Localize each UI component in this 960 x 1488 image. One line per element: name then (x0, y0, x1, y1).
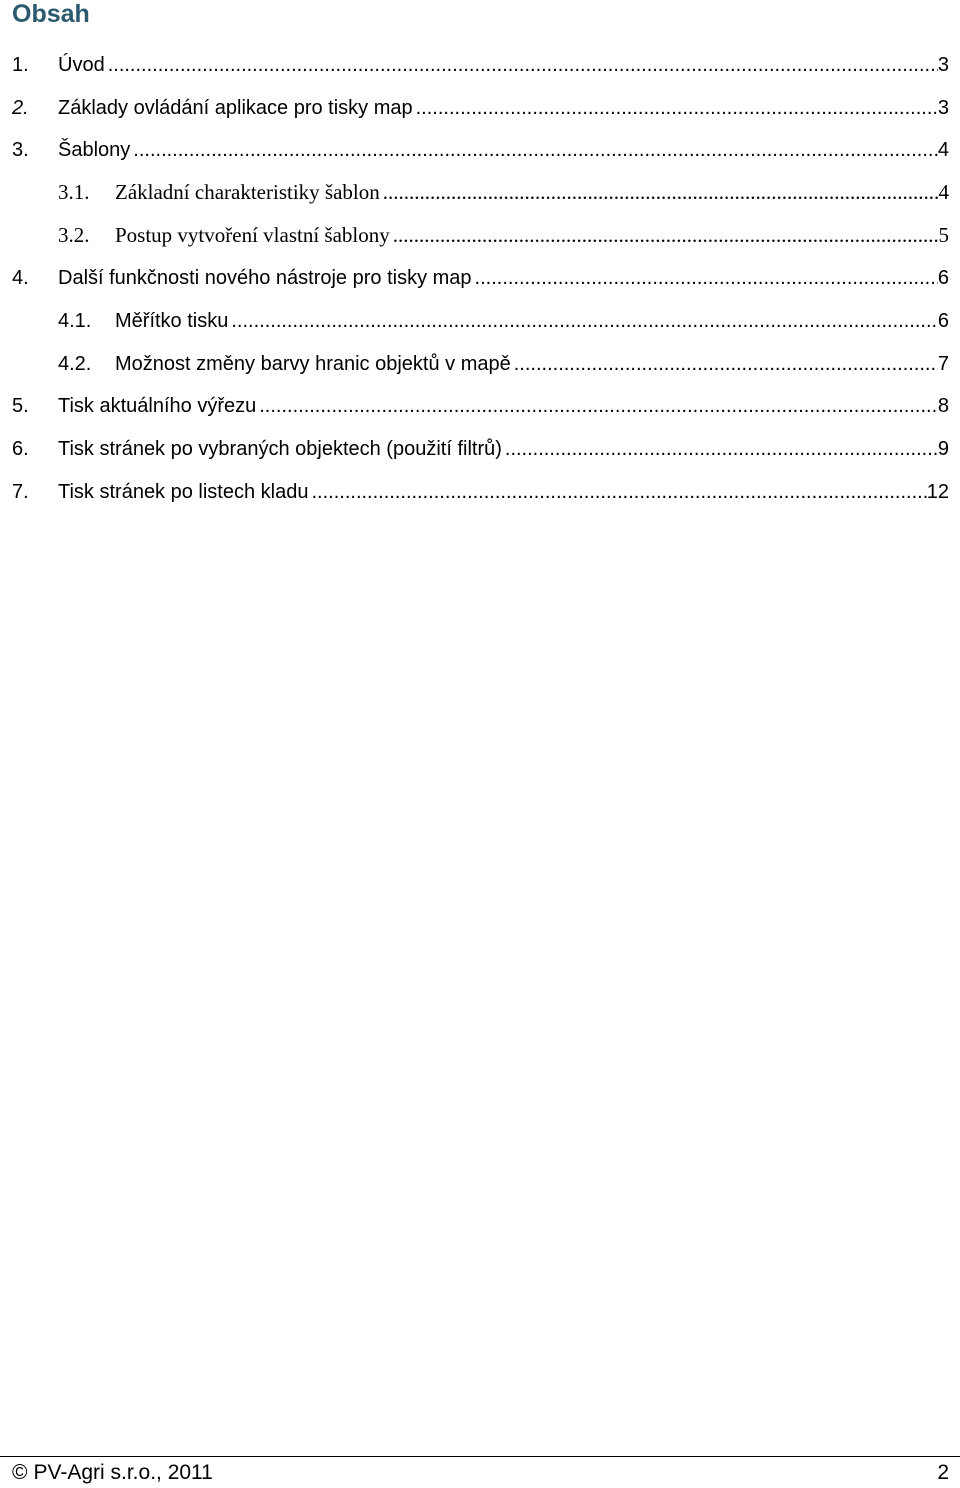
toc-entry-5[interactable] (12, 391, 949, 421)
toc-entry-number: 2. (12, 97, 29, 119)
copyright-icon: © (12, 1461, 28, 1484)
toc-entry-number: 4. (12, 267, 29, 289)
toc-dot-leader (311, 477, 926, 507)
toc-entry-3-2[interactable] (58, 220, 949, 250)
toc-entry-page: 6 (937, 267, 949, 289)
footer-divider (0, 1456, 960, 1457)
toc-entry-page: 8 (937, 395, 949, 417)
toc-dot-leader (108, 50, 938, 80)
toc-entry-6[interactable] (12, 434, 949, 464)
toc-entry-text: Šablony (58, 139, 131, 161)
toc-entry-text: Možnost změny barvy hranic objektů v mapě (115, 353, 511, 375)
toc-dot-leader (383, 177, 939, 207)
toc-entry-number: 1. (12, 54, 29, 76)
toc-dot-leader (259, 391, 938, 421)
toc-entry-3-1[interactable] (58, 177, 949, 207)
toc-entry-1[interactable] (12, 50, 949, 80)
toc-entry-page: 7 (937, 353, 949, 375)
toc-entry-text: Tisk stránek po listech kladu (58, 481, 309, 503)
toc-entry-text: Měřítko tisku (115, 310, 229, 332)
toc-entry-text: Základy ovládání aplikace pro tisky map (58, 97, 413, 119)
toc-entry-4-1[interactable] (58, 306, 949, 336)
toc-entry-3[interactable] (12, 135, 949, 165)
toc-entry-4[interactable] (12, 263, 949, 293)
toc-entry-number: 4.2. (58, 353, 92, 375)
toc-entry-number: 4.1. (58, 310, 92, 332)
toc-entry-number: 3. (12, 139, 29, 161)
toc-entry-page: 3 (937, 97, 949, 119)
toc-entry-page: 5 (938, 223, 949, 247)
toc-entry-number: 7. (12, 481, 29, 503)
footer-page-number: 2 (937, 1461, 949, 1484)
footer-company: PV-Agri s.r.o., 2011 (33, 1461, 213, 1484)
toc-entry-page: 3 (937, 54, 949, 76)
toc-entry-7[interactable] (12, 477, 949, 507)
toc-dot-leader (475, 263, 938, 293)
toc-entry-page: 4 (938, 180, 949, 204)
toc-dot-leader (514, 349, 938, 379)
toc-entry-page: 6 (937, 310, 949, 332)
toc-entry-number: 6. (12, 438, 29, 460)
toc-entry-page: 9 (937, 438, 949, 460)
toc-entry-text: Postup vytvoření vlastní šablony (115, 223, 390, 247)
toc-dot-leader (416, 93, 938, 123)
toc-entry-text: Další funkčnosti nového nástroje pro tisky map (58, 267, 472, 289)
toc-entry-text: Tisk stránek po vybraných objektech (použití filtrů) (58, 438, 502, 460)
toc-dot-leader (133, 135, 938, 165)
toc-entry-text: Základní charakteristiky šablon (115, 180, 380, 204)
toc-entry-4-2[interactable] (58, 349, 949, 379)
toc-entry-page: 4 (937, 139, 949, 161)
toc-title: Obsah (12, 0, 90, 28)
toc-entry-number: 3.2. (58, 223, 90, 247)
toc-dot-leader (231, 306, 938, 336)
toc-entry-page: 12 (926, 481, 949, 503)
page-footer (12, 1458, 949, 1488)
toc-entry-number: 3.1. (58, 180, 90, 204)
toc-entry-number: 5. (12, 395, 29, 417)
toc-dot-leader (505, 434, 938, 464)
toc-entry-text: Tisk aktuálního výřezu (58, 395, 257, 417)
toc-dot-leader (393, 220, 939, 250)
toc-entry-2[interactable] (12, 93, 949, 123)
footer-copyright (12, 1458, 213, 1488)
toc-entry-text: Úvod (58, 54, 105, 76)
